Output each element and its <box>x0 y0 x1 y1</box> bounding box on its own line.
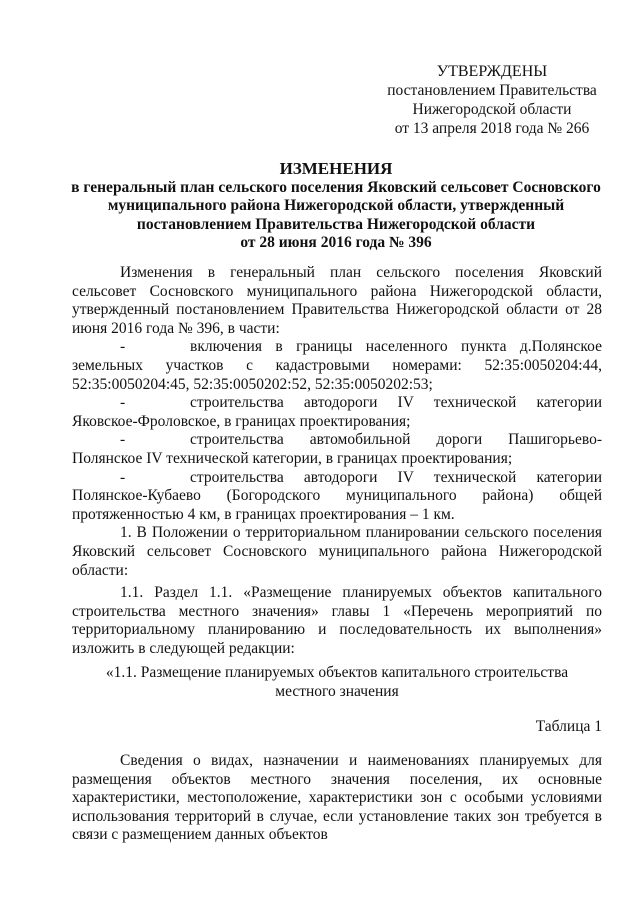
intro-paragraph: Изменения в генеральный план сельского поселения Яковский сельсовет Сосновского муниципального района Нижегородской области, утвержденный постановлением Правительства Нижегородской области от 28 июня 2016 года № 396, в части: <box>72 264 602 337</box>
document-title <box>66 160 606 253</box>
list-item <box>72 338 602 394</box>
quote-line: «1.1. Размещение планируемых объектов капитального строительства <box>105 664 569 681</box>
quote-line: местного значения <box>275 682 399 700</box>
title-line: в генеральный план сельского поселения Яковский сельсовет Сосновского <box>71 178 601 196</box>
title-line: от 28 июня 2016 года № 396 <box>240 234 432 251</box>
approval-line: Нижегородской области <box>412 101 572 118</box>
approval-heading: УТВЕРЖДЕНЫ <box>436 63 548 80</box>
document-body <box>72 264 602 658</box>
section-1-1-paragraph: 1.1. Раздел 1.1. «Размещение планируемых объектов капитального строительства местного значения» главы 1 «Перечень мероприятий по территориальному планированию и последовательность их выполнения» изложить в следующей редакции: <box>72 584 602 657</box>
info-paragraph: Сведения о видах, назначении и наименованиях планируемых для размещения объектов местного значения поселения, их основные характеристики, местоположение, характеристики зон с особыми условиями использования территорий в случае, если установление таких зон требуется в связи с размещением данных объектов <box>72 752 602 844</box>
approval-block <box>382 62 602 138</box>
section-1-paragraph: 1. В Положении о территориальном планировании сельского поселения Яковский сельсовет Сосновского муниципального района Нижегородской области: <box>72 524 602 579</box>
list-dash: - <box>120 468 126 486</box>
table-label: Таблица 1 <box>535 718 602 735</box>
list-dash: - <box>120 394 126 412</box>
info-block <box>72 752 602 845</box>
list-item-text: строительства автомобильной дороги Пашигорьево-Полянское IV технической категории, в границах проектирования; <box>72 431 602 467</box>
title-line: постановлением Правительства Нижегородской области <box>136 215 536 233</box>
list-item-text: включения в границы населенного пункта д.Полянское земельных участков с кадастровыми номерами: 52:35:0050204:44, 52:35:0050204:45, 52:35:0050202:52, 52:35:0050202:53; <box>72 338 602 393</box>
title-line: муниципального района Нижегородской области, утвержденный <box>107 197 565 214</box>
list-dash: - <box>120 431 126 449</box>
list-dash: - <box>120 338 126 356</box>
list-item <box>72 469 602 525</box>
quoted-section-heading <box>72 664 602 701</box>
list-item <box>72 394 602 431</box>
list-item-text: строительства автодороги IV технической категории Полянское-Кубаево (Богородского муниципального района) общей протяженностью 4 км, в границах проектирования – 1 км. <box>72 468 602 523</box>
approval-line: постановлением Правительства <box>387 82 597 99</box>
approval-date: от 13 апреля 2018 года № 266 <box>394 120 590 137</box>
title-heading: ИЗМЕНЕНИЯ <box>279 159 393 178</box>
list-item-text: строительства автодороги IV технической категории Яковское-Фроловское, в границах проектирования; <box>72 394 602 430</box>
list-item <box>72 431 602 468</box>
